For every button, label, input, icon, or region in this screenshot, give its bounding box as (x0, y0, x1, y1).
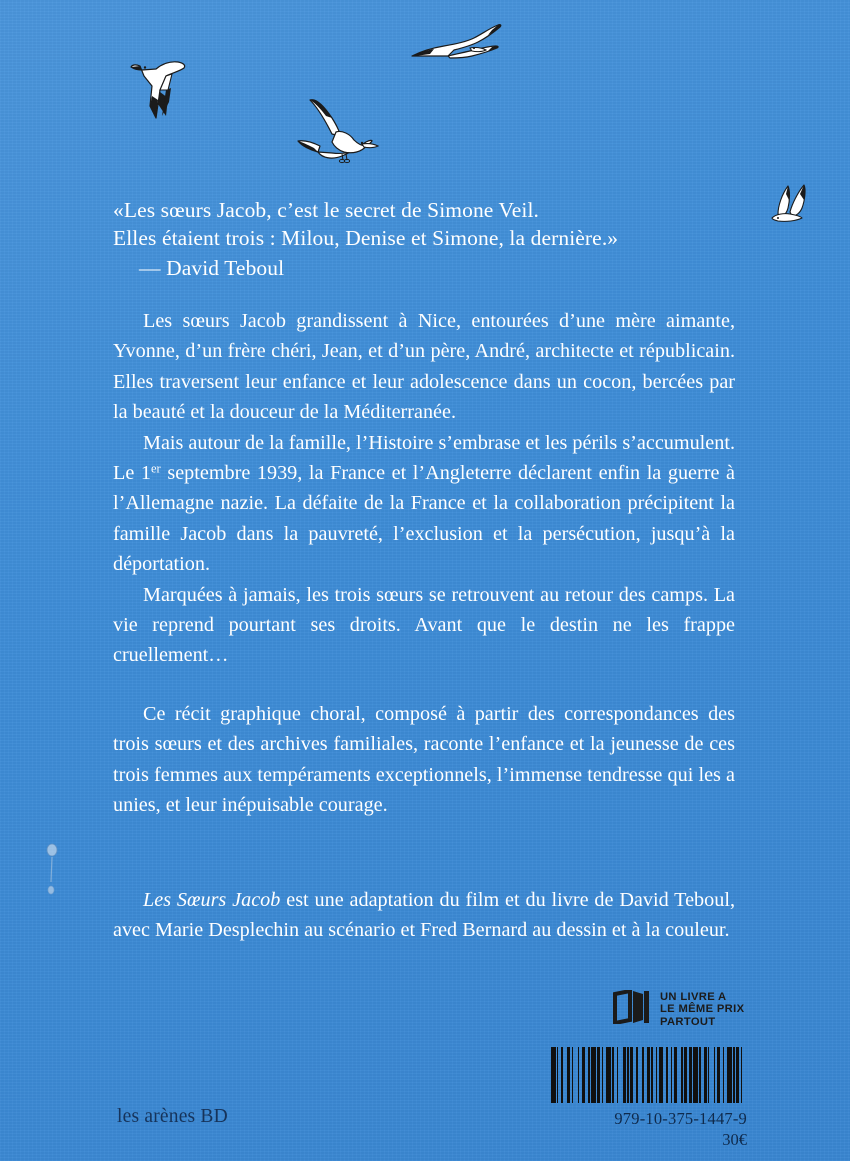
seagull-gliding-top-icon (408, 22, 504, 70)
seagull-wings-up-center-icon (292, 96, 380, 168)
barcode-area (551, 1047, 747, 1150)
seagull-diving-left-icon (126, 44, 190, 124)
pull-quote-line-1: «Les sœurs Jacob, c’est le secret de Simone Veil. (113, 198, 540, 222)
blurb-paragraph-2-part-b: septembre 1939, la France et l’Angleterre déclarent enfin la guerre à l’Allemagne nazie. La défaite de la France et la collaboration précipitent la famille Jacob dans la pauvreté, l’exclusion et la persécution, jusqu’à la déportation. (113, 462, 735, 576)
blurb-paragraph-4: Ce récit graphique choral, composé à partir des correspondances des trois sœurs et des archives familiales, raconte l’enfance et la jeunesse de ces trois femmes aux tempéraments exceptionnels, l’immense tendresse qui les a unies, et leur inépuisable courage. (113, 702, 735, 817)
ordinal-suffix: er (151, 461, 161, 476)
publisher-name: les arènes BD (117, 1106, 228, 1127)
open-book-icon (613, 990, 651, 1029)
ean13-barcode (551, 1047, 747, 1103)
single-price-logo-text (660, 991, 744, 1029)
distant-speck-icon (42, 840, 62, 911)
single-price-line-1: UN LIVRE A (660, 990, 727, 1003)
credits-paragraph (113, 885, 735, 946)
single-price-logo (613, 990, 744, 1029)
cover-price: 30€ (722, 1130, 747, 1149)
book-title-italic: Les Sœurs Jacob (143, 888, 281, 911)
back-cover-text (113, 196, 735, 945)
blurb-paragraph-2 (113, 428, 735, 580)
credits-text: est une adaptation du film et du livre de David Teboul, avec Marie Desplechin au scénario et Fred Bernard au dessin et à la couleur. (113, 888, 735, 941)
blurb-paragraph-3: Marquées à jamais, les trois sœurs se retrouvent au retour des camps. La vie reprend pourtant ses droits. Avant que le destin ne les frappe cruellement… (113, 583, 735, 667)
paragraph-spacer (113, 671, 735, 699)
pull-quote-line-2: Elles étaient trois : Milou, Denise et Simone, la dernière.» (113, 226, 619, 250)
seagull-distant-right-icon (766, 180, 822, 228)
pull-quote (113, 196, 735, 282)
credits-block (113, 885, 735, 946)
single-price-line-2: LE MÊME PRIX (660, 1003, 745, 1016)
blurb (113, 306, 735, 821)
isbn-number: 979-10-375-1447-9 (614, 1109, 747, 1128)
blurb-paragraph-1: Les sœurs Jacob grandissent à Nice, entourées d’une mère aimante, Yvonne, d’un frère chéri, Jean, et d’un père, André, architecte et républicain. Elles traversent leur enfance et leur adolescence dans un cocon, bercées par la beauté et la douceur de la Méditerranée. (113, 310, 735, 424)
blurb-paragraph-2-part-a: Mais autour de la famille, l’Histoire s’embrase et les périls s’accumulent. Le 1 (113, 431, 735, 485)
pull-quote-attribution: — David Teboul (139, 256, 285, 280)
single-price-line-3: PARTOUT (660, 1015, 716, 1028)
